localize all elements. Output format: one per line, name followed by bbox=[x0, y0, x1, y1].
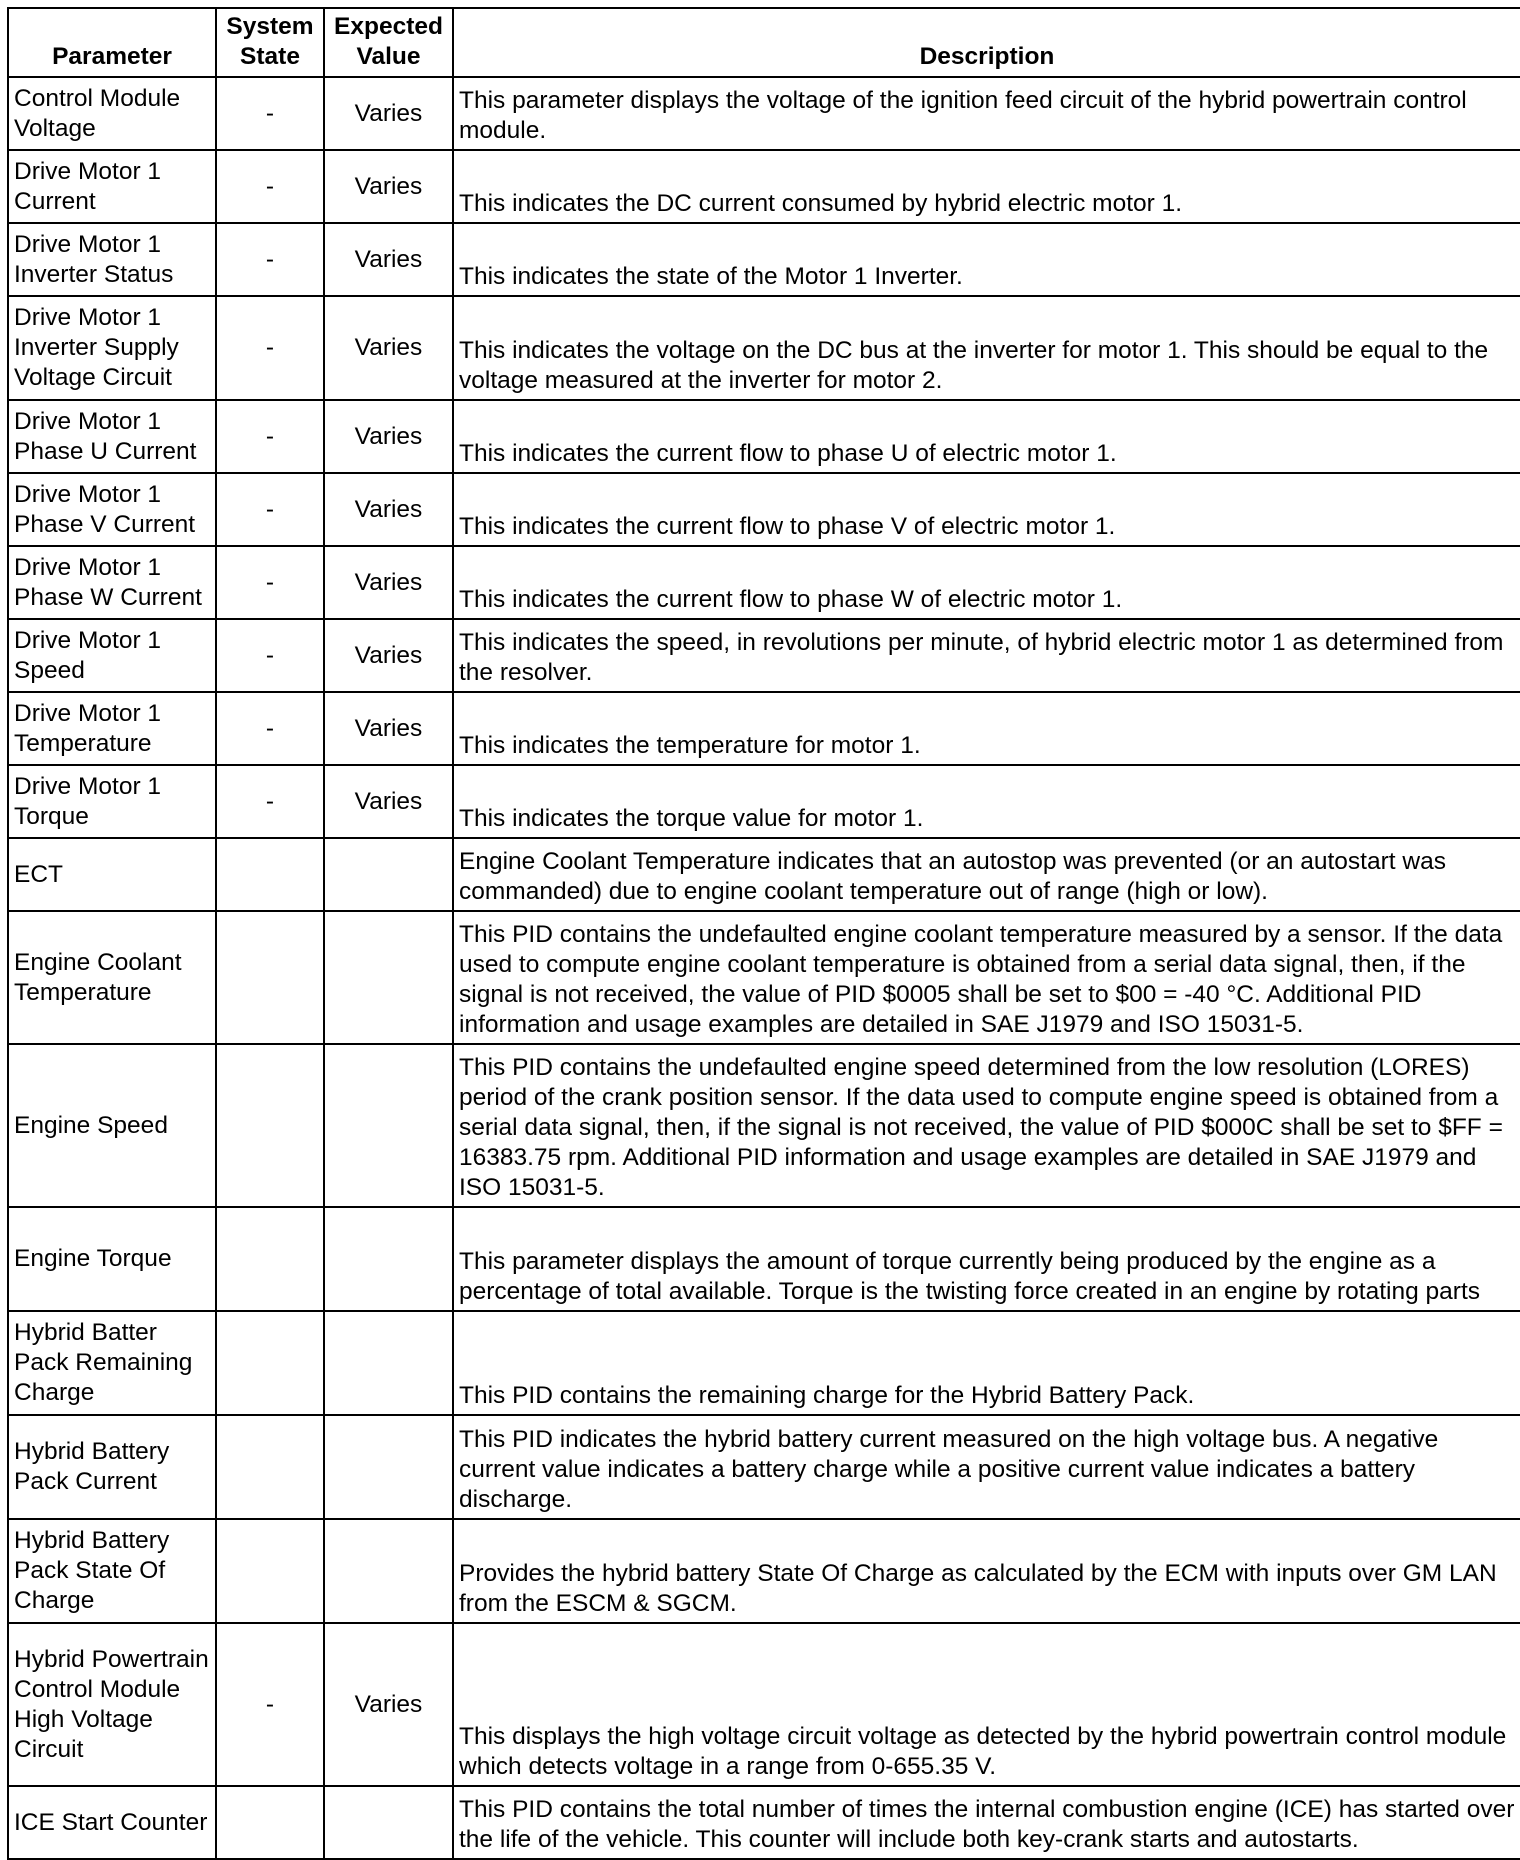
description-cell: This parameter displays the voltage of the ignition feed circuit of the hybrid powertrain control module. bbox=[453, 77, 1520, 150]
parameter-cell: ICE Start Counter bbox=[8, 1786, 216, 1859]
description-cell: This indicates the temperature for motor 1. bbox=[453, 692, 1520, 765]
system-state-cell: - bbox=[216, 296, 324, 400]
description-cell: Engine Coolant Temperature indicates that an autostop was prevented (or an autostart was commanded) due to engine coolant temperature out of range (high or low). bbox=[453, 838, 1520, 911]
description-cell: This indicates the current flow to phase V of electric motor 1. bbox=[453, 473, 1520, 546]
table-row bbox=[8, 1415, 1520, 1519]
table-row bbox=[8, 1044, 1520, 1207]
parameter-cell: Hybrid Batter Pack Remaining Charge bbox=[8, 1311, 216, 1415]
parameter-table bbox=[7, 7, 1520, 1860]
table-row bbox=[8, 223, 1520, 296]
system-state-cell: - bbox=[216, 619, 324, 692]
system-state-cell: - bbox=[216, 546, 324, 619]
description-cell: This PID contains the undefaulted engine speed determined from the low resolution (LORES) period of the crank position sensor. If the data used to compute engine speed is obtained from a serial data signal, then, if the signal is not received, the value of PID $000C shall be set to $FF = 16383.75 rpm. Additional PID information and usage examples are detailed in SAE J1979 and ISO 15031-5. bbox=[453, 1044, 1520, 1207]
description-cell: This indicates the current flow to phase W of electric motor 1. bbox=[453, 546, 1520, 619]
system-state-cell bbox=[216, 1311, 324, 1415]
expected-value-cell: Varies bbox=[324, 223, 453, 296]
expected-value-cell: Varies bbox=[324, 400, 453, 473]
description-cell: This PID contains the undefaulted engine coolant temperature measured by a sensor. If the data used to compute engine coolant temperature is obtained from a serial data signal, then, if the signal is not received, the value of PID $0005 shall be set to $00 = -40 °C. Additional PID information and usage examples are detailed in SAE J1979 and ISO 15031-5. bbox=[453, 911, 1520, 1044]
table-row bbox=[8, 1519, 1520, 1623]
parameter-cell: Drive Motor 1 Inverter Supply Voltage Circuit bbox=[8, 296, 216, 400]
parameter-cell: Drive Motor 1 Phase W Current bbox=[8, 546, 216, 619]
description-cell: This indicates the torque value for motor 1. bbox=[453, 765, 1520, 838]
parameter-cell: Engine Coolant Temperature bbox=[8, 911, 216, 1044]
system-state-cell bbox=[216, 838, 324, 911]
expected-value-cell bbox=[324, 1044, 453, 1207]
table-row bbox=[8, 473, 1520, 546]
parameter-cell: Drive Motor 1 Torque bbox=[8, 765, 216, 838]
table-row bbox=[8, 765, 1520, 838]
system-state-cell: - bbox=[216, 1623, 324, 1786]
table-row bbox=[8, 1786, 1520, 1859]
parameter-cell: Drive Motor 1 Temperature bbox=[8, 692, 216, 765]
parameter-cell: Engine Torque bbox=[8, 1207, 216, 1311]
table-row bbox=[8, 1311, 1520, 1415]
expected-value-cell: Varies bbox=[324, 150, 453, 223]
parameter-cell: Hybrid Battery Pack Current bbox=[8, 1415, 216, 1519]
expected-value-cell: Varies bbox=[324, 1623, 453, 1786]
parameter-cell: Hybrid Battery Pack State Of Charge bbox=[8, 1519, 216, 1623]
parameter-cell: Drive Motor 1 Speed bbox=[8, 619, 216, 692]
description-cell: This indicates the DC current consumed by hybrid electric motor 1. bbox=[453, 150, 1520, 223]
system-state-cell: - bbox=[216, 473, 324, 546]
parameter-cell: Drive Motor 1 Phase V Current bbox=[8, 473, 216, 546]
header-description: Description bbox=[453, 8, 1520, 77]
expected-value-cell: Varies bbox=[324, 619, 453, 692]
expected-value-cell bbox=[324, 911, 453, 1044]
system-state-cell: - bbox=[216, 400, 324, 473]
expected-value-cell bbox=[324, 1786, 453, 1859]
system-state-cell bbox=[216, 911, 324, 1044]
description-cell: This displays the high voltage circuit voltage as detected by the hybrid powertrain control module which detects voltage in a range from 0-655.35 V. bbox=[453, 1623, 1520, 1786]
expected-value-cell: Varies bbox=[324, 77, 453, 150]
description-cell: Provides the hybrid battery State Of Charge as calculated by the ECM with inputs over GM LAN from the ESCM & SGCM. bbox=[453, 1519, 1520, 1623]
system-state-cell bbox=[216, 1207, 324, 1311]
expected-value-cell: Varies bbox=[324, 692, 453, 765]
table-row bbox=[8, 546, 1520, 619]
description-cell: This PID contains the remaining charge for the Hybrid Battery Pack. bbox=[453, 1311, 1520, 1415]
table-row bbox=[8, 150, 1520, 223]
expected-value-cell bbox=[324, 838, 453, 911]
description-cell: This indicates the speed, in revolutions per minute, of hybrid electric motor 1 as determined from the resolver. bbox=[453, 619, 1520, 692]
description-cell: This PID indicates the hybrid battery current measured on the high voltage bus. A negative current value indicates a battery charge while a positive current value indicates a battery discharge. bbox=[453, 1415, 1520, 1519]
system-state-cell bbox=[216, 1786, 324, 1859]
system-state-cell: - bbox=[216, 77, 324, 150]
header-system-state: System State bbox=[216, 8, 324, 77]
description-cell: This indicates the voltage on the DC bus at the inverter for motor 1. This should be equal to the voltage measured at the inverter for motor 2. bbox=[453, 296, 1520, 400]
expected-value-cell bbox=[324, 1311, 453, 1415]
system-state-cell: - bbox=[216, 765, 324, 838]
table-row bbox=[8, 1207, 1520, 1311]
parameter-cell: Engine Speed bbox=[8, 1044, 216, 1207]
parameter-cell: Drive Motor 1 Current bbox=[8, 150, 216, 223]
expected-value-cell bbox=[324, 1415, 453, 1519]
expected-value-cell bbox=[324, 1519, 453, 1623]
description-cell: This parameter displays the amount of torque currently being produced by the engine as a percentage of total available. Torque is the twisting force created in an engine by rotating parts bbox=[453, 1207, 1520, 1311]
parameter-cell: ECT bbox=[8, 838, 216, 911]
table-row bbox=[8, 838, 1520, 911]
description-cell: This indicates the state of the Motor 1 Inverter. bbox=[453, 223, 1520, 296]
header-parameter: Parameter bbox=[8, 8, 216, 77]
table-row bbox=[8, 1623, 1520, 1786]
table-row bbox=[8, 619, 1520, 692]
header-row bbox=[8, 8, 1520, 77]
header-expected-value: Expected Value bbox=[324, 8, 453, 77]
system-state-cell: - bbox=[216, 150, 324, 223]
table-row bbox=[8, 692, 1520, 765]
expected-value-cell bbox=[324, 1207, 453, 1311]
expected-value-cell: Varies bbox=[324, 765, 453, 838]
table-row bbox=[8, 400, 1520, 473]
parameter-table-container bbox=[7, 7, 1520, 1860]
table-row bbox=[8, 911, 1520, 1044]
system-state-cell: - bbox=[216, 223, 324, 296]
system-state-cell: - bbox=[216, 692, 324, 765]
parameter-cell: Control Module Voltage bbox=[8, 77, 216, 150]
parameter-cell: Drive Motor 1 Inverter Status bbox=[8, 223, 216, 296]
parameter-cell: Drive Motor 1 Phase U Current bbox=[8, 400, 216, 473]
expected-value-cell: Varies bbox=[324, 296, 453, 400]
expected-value-cell: Varies bbox=[324, 473, 453, 546]
description-cell: This PID contains the total number of times the internal combustion engine (ICE) has started over the life of the vehicle. This counter will include both key-crank starts and autostarts. bbox=[453, 1786, 1520, 1859]
parameter-cell: Hybrid Powertrain Control Module High Voltage Circuit bbox=[8, 1623, 216, 1786]
table-row bbox=[8, 77, 1520, 150]
description-cell: This indicates the current flow to phase U of electric motor 1. bbox=[453, 400, 1520, 473]
system-state-cell bbox=[216, 1044, 324, 1207]
expected-value-cell: Varies bbox=[324, 546, 453, 619]
system-state-cell bbox=[216, 1519, 324, 1623]
system-state-cell bbox=[216, 1415, 324, 1519]
table-row bbox=[8, 296, 1520, 400]
